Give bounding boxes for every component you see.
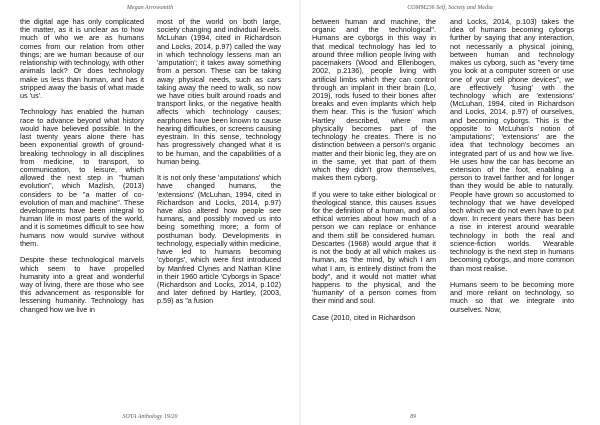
paragraph: Case (2010, cited in Richardson [312,312,416,322]
left-page-header: Megan Arrowsmith [126,5,174,11]
paragraph: It is not only these 'amputations' which have changed humans, the 'extensions' (McLuhan, 1994, cited in Richardson and Locks, 2014, p.97) have also altered how people see humans, and possibly moved us into being something more; a form of posthuman body. Developments in technology, especially within medicine, have led to humans becoming 'cyborgs', which were first introduced by Manfred Clynes and Nathan Kline in their 1960 article 'Cyborgs in Space' (Richardson and Locks, 2014, p.102) and later defined by Hartley, (2003, p.59) as "a fusion [157,173,281,306]
paragraph: Despite these technological marvels which seem to have propelled humanity into a great and wonderful way of living, there are those who see this advancement as responsible for lessening humanity. Technology has changed how we live in [20,255,144,314]
left-page-column-2 [157,18,281,406]
right-page-header: COMM236 Self, Society and Media [407,5,493,11]
paragraph: most of the world on both large, society changing and individual levels. McLuhan (1994, cited in Richardson and Locks, 2014, p.97) called the way in which technology lessens man an 'amputation'; it takes away something from a person. These can be taking away physical needs, such as cars taking away the need to walk, so now we have cities built around roads and transport links, or the negative health affects which technology causes; earphones have been known to cause hearing difficulties, or screens causing eyestrain. In this sense, technology has progressively changed what it is to be human, and the capabilities of a human being. [157,18,281,166]
paragraph: Technology has enabled the human race to advance beyond what history would have believed possible. In the last twenty years alone there has been exponential growth of ground-breaking technology in all disciplines from medicine, to transport, to communication, to leisure, which allowed the next step in "human evolution", which Mazlish, (2013) considers to be "a matter of co-evolution of man and machine". These developments have been integral to human life in most parts of the world, and it is sometimes difficult to see how humans now would survive without them. [20,107,144,248]
paragraph: the digital age has only complicated the matter, as it is unclear as to how much of who we are as humans comes from our relation from other things; are we human because of our relationship with technology, with other animals lack? Or does technology make us less than human, and has it stripped away the basis of what made us 'us'. [20,18,144,100]
paragraph: between human and machine, the organic and the technological". Humans are cyborgs in this way in that medical technology has led to around three million people living with pacemakers (Wood and Ellenbogen, 2002, p.2136), people living with artificial limbs which they can control through an implant in their brain (Lo, 2019), rods fused to their bones after breaks and even implants which help them hear. This is the 'fusion' which Hartley described, where man physically becomes part of the technology he creates. There is no distinction between a person's organic matter and their bionic leg, they are on in the same, yet that part of them which they didn't grow themselves, makes them cyborg. [312,18,436,183]
left-page-footer: SOTA Anthology 19/20 [122,414,178,420]
right-page-column-2 [450,18,574,406]
paragraph: Humans seem to be becoming more and more reliant on technology, so much so that we integrate into ourselves. Now, [450,280,574,314]
left-page-column-1 [20,18,144,406]
page-number: 89 [410,414,416,420]
paragraph: If you were to take either biological or theological stance, this causes issues for the definition of a human, and also ethical worries about how much of a person we can replace or enhance and them still be considered human. Descartes (1968) would argue that it is not the body at all which makes us human, as "the mind, by which I am what I am, is entirely distinct from the body", and it would not matter what happens to the physical, and the 'humanity' of a person comes from their mind and soul. [312,189,436,306]
right-page-column-1 [312,18,436,406]
paragraph: and Locks, 2014, p.103) takes the idea of humans becoming cyborgs further by saying that any interaction, not necessarily a physical joining, between human and technology makes us cyborg, such as "every time you look at a computer screen or use one of your cell phone devices", we are effectively 'fusing' with the technology which are 'extensions' (McLuhan, 1994, cited in Richardson and Locks, 2014, p.97) of ourselves, and becoming cyborgs. This is the opposite to McLuhan's notion of 'amputations'; 'extensions' are the idea that technology becomes an integrated part of us and how we live. He uses how the car has become an extension of the foot, enabling a person to travel farther and for longer than they would be able to naturally. People have grown so accustomed to technology that we have developed tech which we do not even have to put down. In recent years there has been a rise in interest around wearable technology in both the real and science-fiction worlds. Wearable technology is the next step in humans becoming cyborgs, and more common than most realise. [450,18,574,273]
right-page [300,0,600,425]
